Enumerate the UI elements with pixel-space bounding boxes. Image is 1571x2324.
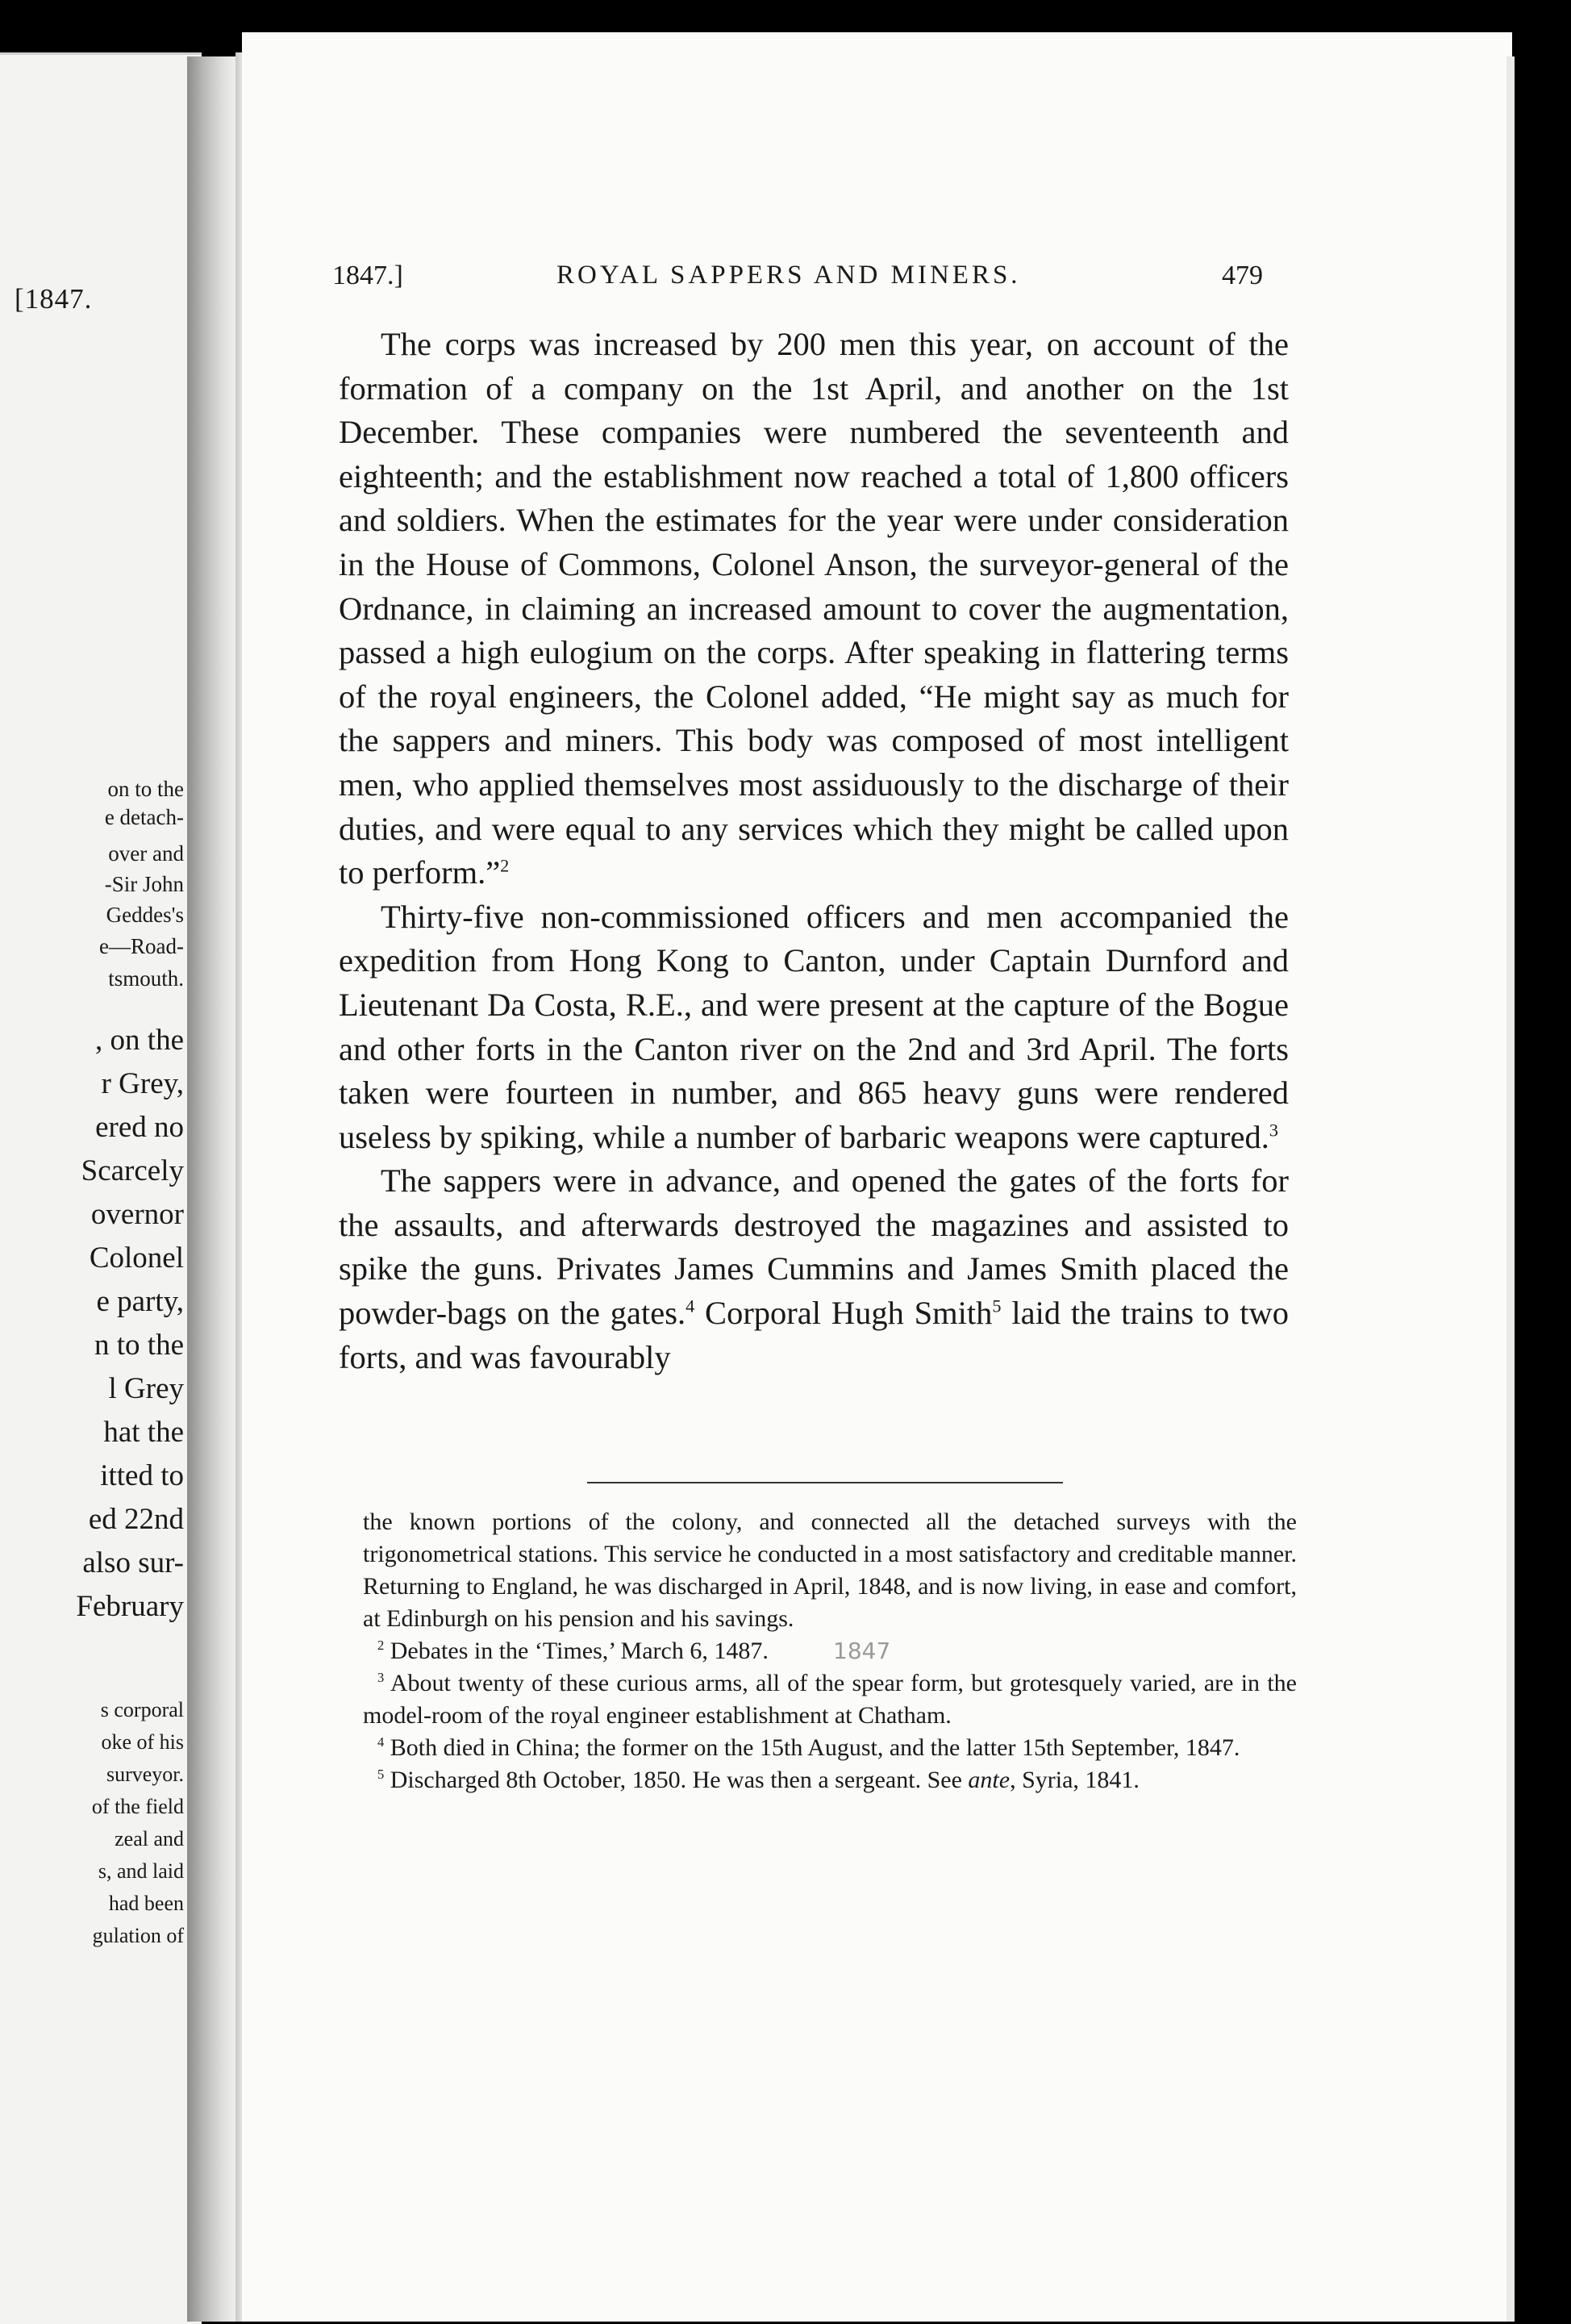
left-page-fragment	[0, 52, 202, 2324]
paragraph	[339, 1159, 1289, 1379]
left-line: also sur-	[82, 1546, 184, 1579]
footnote-ref: 5	[992, 1296, 1002, 1316]
left-line: Geddes's	[106, 903, 184, 927]
left-line: e—Road-	[99, 934, 184, 958]
paragraph-text: The corps was increased by 200 men this year, on account of the formation of a company on the 1st April, and another on the 1st December. These companies were numbered the seventeenth and eighteenth; and the establishment now reached a total of 1,800 officers and soldiers. When the estimates for the year were under consideration in the House of Commons, Colonel Anson, the surveyor-general of the Ordnance, in claiming an increased amount to cover the augmentation, passed a high eulogium on the corps. After speaking in flattering terms of the royal engineers, the Colonel added, “He might say as much for the sappers and miners. This body was composed of most intelligent men, who applied themselves most assiduously to the discharge of their duties, and were equal to any services which they might be called upon to perform.”	[339, 326, 1289, 891]
left-line: Colonel	[89, 1241, 184, 1275]
paragraph-text: laid the trains to two forts, and was favourably	[339, 1295, 1289, 1375]
left-line: , on the	[95, 1024, 184, 1057]
left-line: e detach-	[104, 805, 184, 829]
left-line: itted to	[100, 1459, 184, 1492]
left-line: ered no	[95, 1111, 184, 1144]
footnote	[363, 1667, 1297, 1732]
left-line: Scarcely	[81, 1154, 184, 1187]
footnote-text: Both died in China; the former on the 15th August, and the latter 15th September, 1847.	[384, 1734, 1240, 1761]
paragraph-text: The sappers were in advance, and opened the gates of the forts for the assaults, and afterwards destroyed the magazines and assisted to spike the guns. Privates James Cummins and James Smith placed the powder-bags on the gates.	[339, 1162, 1289, 1332]
paragraph	[339, 323, 1289, 895]
paragraph-text: Corporal Hugh Smith	[694, 1295, 993, 1332]
left-footnote-line: oke of his	[101, 1730, 184, 1754]
body-text	[339, 323, 1289, 1379]
book-gutter	[187, 56, 235, 2322]
footnote-ref: 4	[685, 1296, 695, 1316]
left-footnote-line: surveyor.	[106, 1763, 184, 1786]
running-head-title: ROYAL SAPPERS AND MINERS.	[556, 261, 1021, 290]
footnote-text: Discharged 8th October, 1850. He was then a sergeant. See	[384, 1767, 969, 1793]
page-edge	[1506, 56, 1515, 2322]
footnotes	[363, 1506, 1297, 1796]
footnote	[363, 1635, 1297, 1667]
left-footnote-line: gulation of	[92, 1924, 184, 1947]
footnote	[363, 1732, 1297, 1764]
paragraph-text: Thirty-five non-commissioned officers and men accompanied the expedition from Hong Kong to Canton, under Captain Durnford and Lieutenant Da Costa, R.E., and were present at the capture of the Bogue and other forts in the Canton river on the 2nd and 3rd April. The forts taken were fourteen in number, and 865 heavy guns were rendered useless by spiking, while a number of barbaric weapons were captured.	[339, 898, 1289, 1155]
left-line: on to the	[107, 777, 184, 801]
left-line: tsmouth.	[108, 966, 184, 991]
left-footnote-line: s, and laid	[98, 1859, 184, 1883]
left-page-header: [1847.	[15, 283, 93, 315]
left-line: February	[76, 1590, 184, 1623]
left-line: n to the	[94, 1329, 184, 1362]
footnote-continuation: the known portions of the colony, and connected all the detached surveys with the trigonometrical stations. This service he conducted in a most satisfactory and creditable manner. Returning to England, he was discharged in April, 1848, and is now living, in ease and comfort, at Edinburgh on his pension and his savings.	[363, 1508, 1297, 1632]
left-line: over and	[108, 841, 184, 866]
left-footnote-line: of the field	[91, 1795, 184, 1818]
footnote-marker: 5	[377, 1767, 385, 1782]
left-line: ed 22nd	[88, 1503, 184, 1536]
left-line: overnor	[90, 1198, 184, 1231]
left-line: l Grey	[108, 1372, 184, 1405]
footnote-text: About twenty of these curious arms, all of the spear form, but grotesquely varied, are in the model-room of the royal engineer establishment at Chatham.	[363, 1670, 1297, 1729]
footnote-text: , Syria, 1841.	[1010, 1767, 1140, 1793]
left-line: -Sir John	[104, 872, 184, 896]
left-line: e party,	[96, 1285, 184, 1318]
footnote-marker: 2	[377, 1638, 385, 1653]
footnote-text: Debates in the ‘Times,’ March 6, 1487.	[384, 1638, 769, 1664]
left-line: r Grey,	[101, 1067, 184, 1100]
footnote-marker: 4	[377, 1734, 385, 1750]
footnote-rule	[587, 1482, 1063, 1483]
left-line: hat the	[103, 1416, 184, 1449]
footnote-marker: 3	[377, 1670, 385, 1685]
footnote	[363, 1764, 1297, 1796]
running-head-year: 1847.]	[332, 261, 403, 290]
page-number: 479	[1222, 261, 1263, 290]
left-footnote-line: had been	[108, 1892, 184, 1915]
footnote-ref: 3	[1269, 1120, 1279, 1141]
left-footnote-line: zeal and	[115, 1827, 184, 1850]
pencil-annotation: 1847	[833, 1638, 891, 1664]
left-footnote-line: s corporal	[100, 1698, 184, 1721]
paragraph	[339, 895, 1289, 1160]
footnote-italic: ante	[968, 1767, 1011, 1793]
footnote-ref: 2	[500, 855, 510, 876]
